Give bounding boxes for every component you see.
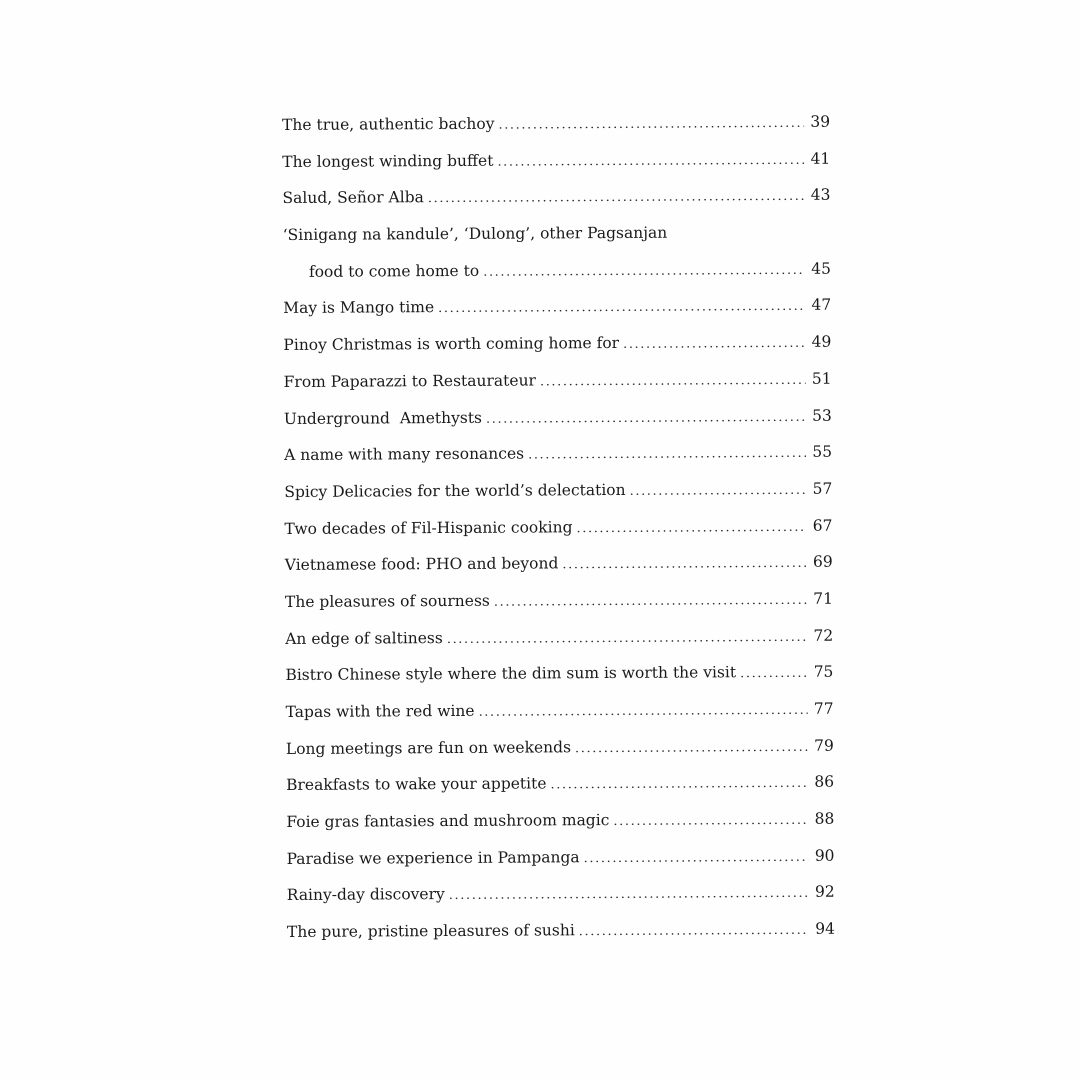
toc-entry	[285, 553, 833, 593]
toc-entry-title: Tapas with the red wine	[285, 701, 475, 721]
dot-leader	[498, 116, 804, 133]
dot-leader	[438, 299, 805, 316]
toc-entry	[283, 296, 831, 336]
toc-entry	[287, 920, 835, 960]
toc-entry-title: An edge of saltiness	[285, 628, 443, 648]
toc-entry-page: 49	[811, 332, 832, 351]
toc-entry	[283, 333, 831, 373]
toc-entry-page: 79	[814, 736, 834, 755]
toc-entry-page: 51	[811, 369, 832, 388]
toc-entry-page: 39	[810, 112, 831, 131]
table-of-contents	[282, 113, 835, 960]
toc-entry	[283, 223, 831, 263]
toc-entry	[282, 186, 830, 226]
toc-entry-title: Pinoy Christmas is worth coming home for	[283, 334, 620, 355]
toc-entry	[285, 663, 833, 703]
toc-entry-page: 88	[814, 809, 835, 828]
toc-entry	[284, 369, 832, 409]
dot-leader	[562, 556, 806, 572]
dot-leader	[623, 336, 805, 352]
toc-entry	[285, 626, 833, 666]
toc-entry-page: 45	[811, 259, 831, 278]
toc-entry-page: 86	[814, 773, 835, 792]
dot-leader	[447, 629, 807, 646]
toc-entry-page: 75	[813, 662, 834, 682]
toc-entry	[282, 113, 830, 153]
toc-entry-title: From Paparazzi to Restaurateur	[283, 371, 536, 391]
toc-entry-title: Spicy Delicacies for the world’s delectation	[284, 480, 626, 501]
toc-entry-title: Bistro Chinese style where the dim sum is worth the visit	[285, 663, 737, 685]
toc-entry-title: Salud, Señor Alba	[282, 188, 424, 208]
dot-leader	[449, 886, 809, 903]
dot-leader	[584, 850, 809, 866]
toc-entry	[286, 773, 834, 813]
dot-leader	[576, 519, 806, 535]
dot-leader	[740, 666, 807, 681]
toc-entry	[286, 846, 834, 886]
toc-entry-title: ‘Sinigang na kandule’, ‘Dulong’, other Pagsanjan	[282, 223, 668, 245]
dot-leader	[579, 923, 809, 939]
toc-entry-page: 72	[813, 626, 834, 645]
toc-entry	[287, 883, 835, 923]
dot-leader	[483, 263, 805, 280]
toc-entry-page: 55	[812, 442, 833, 461]
toc-entry	[284, 480, 832, 520]
toc-entry-page: 69	[812, 552, 833, 572]
toc-entry-page: 92	[814, 883, 835, 902]
dot-leader	[479, 703, 808, 720]
toc-entry	[284, 443, 832, 483]
toc-entry	[284, 516, 832, 556]
toc-entry-page: 90	[814, 846, 835, 865]
dot-leader	[630, 483, 807, 499]
toc-entry-title: Underground Amethysts	[283, 408, 483, 428]
toc-entry	[286, 700, 834, 740]
toc-entry-title: A name with many resonances	[284, 444, 525, 465]
toc-entry-title: May is Mango time	[283, 298, 435, 318]
toc-entry-title: Breakfasts to wake your appetite	[286, 774, 547, 795]
toc-entry-page: 43	[810, 186, 831, 205]
dot-leader	[494, 593, 807, 610]
dot-leader	[528, 446, 806, 463]
toc-entry-page: 47	[811, 296, 832, 315]
toc-entry-title: The true, authentic bachoy	[282, 114, 495, 134]
toc-entry-page: 53	[812, 406, 832, 425]
toc-entry-title: Vietnamese food: PHO and beyond	[284, 554, 559, 575]
dot-leader	[497, 152, 804, 169]
dot-leader	[575, 739, 808, 755]
toc-entry-page: 77	[813, 699, 834, 718]
toc-entry-title: Two decades of Fil-Hispanic cooking	[284, 517, 573, 538]
toc-entry-title: food to come home to	[308, 261, 480, 281]
toc-entry-title: The longest winding buffet	[282, 151, 494, 171]
dot-leader	[428, 189, 805, 206]
dot-leader	[613, 813, 808, 829]
dot-leader	[486, 409, 806, 426]
toc-entry	[282, 149, 830, 189]
toc-entry	[284, 406, 832, 446]
toc-entry-page: 67	[812, 516, 833, 535]
toc-entry-page: 94	[815, 919, 836, 938]
toc-entry-title: Paradise we experience in Pampanga	[286, 847, 580, 868]
toc-entry-page: 41	[810, 149, 831, 168]
toc-entry-title: Rainy-day discovery	[286, 885, 445, 905]
dot-leader	[540, 373, 806, 390]
toc-entry-title: The pleasures of sourness	[284, 591, 490, 611]
toc-entry	[285, 590, 833, 630]
toc-entry	[286, 736, 834, 776]
toc-entry-page: 71	[813, 589, 834, 608]
toc-entry-page: 57	[812, 479, 833, 498]
dot-leader	[550, 776, 808, 793]
toc-entry-title: Long meetings are fun on weekends	[285, 737, 572, 758]
toc-entry	[283, 259, 831, 299]
toc-entry-title: Foie gras fantasies and mushroom magic	[286, 811, 610, 832]
toc-entry	[286, 810, 834, 850]
toc-entry-title: The pure, pristine pleasures of sushi	[286, 921, 575, 942]
